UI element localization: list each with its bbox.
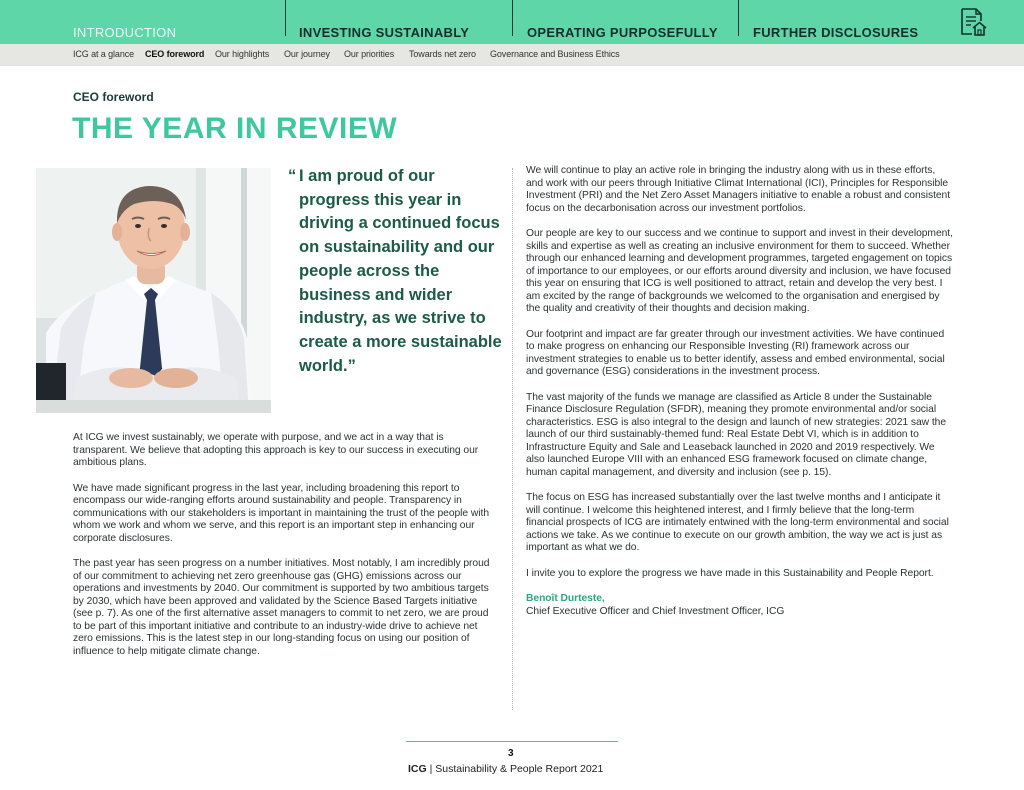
- document-home-icon[interactable]: [958, 7, 988, 37]
- body-paragraph: The focus on ESG has increased substantially over the last twelve months and I anticipate it will continue. I welcome this heightened interest, and I firmly believe that the long-term financial prospects of ICG are intimately entwined with the long-term environmental and social actions we take. As we continue to execute on our growth ambition, the way we act is just as important as what we do.: [526, 492, 949, 553]
- tab-separator: [738, 0, 739, 36]
- section-label: CEO foreword: [73, 90, 154, 104]
- footer-report-name: Sustainability & People Report 2021: [435, 763, 604, 775]
- body-paragraph: At ICG we invest sustainably, we operate with purpose, and we act in a way that is transparent. We believe that adopting this approach is key to our success in executing our ambitious plans.: [73, 432, 479, 468]
- subnav-towards-net-zero[interactable]: Towards net zero: [409, 49, 476, 59]
- left-column: [73, 432, 491, 671]
- pull-quote: [288, 165, 508, 378]
- page-title: THE YEAR IN REVIEW: [72, 112, 398, 145]
- quote-open-mark: “: [288, 167, 297, 185]
- footer-rule: [406, 741, 618, 742]
- footer-report-title: [408, 763, 603, 775]
- column-divider: [512, 168, 513, 710]
- body-paragraph: We have made significant progress in the last year, including broadening this report to encompass our wide-ranging efforts around sustainability and people. Transparency in communications with our stakeholders is important in maintaining the trust of the people with whom we work and whom we serve, and this report is an important step in enhancing our corporate disclosures.: [73, 482, 490, 544]
- ceo-portrait-illustration: [36, 168, 271, 413]
- body-paragraph: I invite you to explore the progress we have made in this Sustainability and People Report.: [526, 567, 934, 579]
- body-paragraph: The vast majority of the funds we manage are classified as Article 8 under the Sustainable Finance Disclosure Regulation (SFDR), meaning they promote environmental and/or social characteristics. ESG is also integral to the design and launch of new strategies: 2021 saw the launch of our third sustainably-themed fund: Real Estate Debt VI, which is in addition to Infrastructure Equity and Sale and Leaseback launched in 2020 and 2019 respectively. We also launched Europe VIII with an enhanced ESG framework focused on climate change, human capital management, and diversity and inclusion (see p. 15).: [526, 391, 946, 478]
- body-paragraph: The past year has seen progress on a number initiatives. Most notably, I am incredibly proud of our commitment to achieving net zero greenhouse gas (GHG) emissions across our operations and investments by 2040. Our commitment is supported by two ambitious targets by 2030, which have been approved and validated by the Science Based Targets initiative (see p. 7). As one of the first alternative asset managers to commit to net zero, we are proud to be part of this important initiative and contribute to an industry-wide drive to achieve net zero emissions. This is the latest step in our long-standing focus on using our position of influence to help mitigate climate change.: [73, 558, 490, 657]
- body-paragraph: Our people are key to our success and we continue to support and invest in their development, skills and expertise as well as creating an inclusive environment for them to succeed. Whether through our enhanced learning and development programmes, targeted engagement on topics of importance to our employees, or our efforts around diversity and inclusion, we have focused this year on ensuring that ICG is well positioned to attract, retain and develop the very best. I am excited by the range of backgrounds we welcomed to the organisation and energised by the quality and creativity of their thoughts and decision making.: [526, 228, 953, 314]
- tab-operating-purposefully[interactable]: OPERATING PURPOSEFULLY: [527, 25, 718, 40]
- top-nav: [0, 0, 1024, 44]
- tab-separator: [285, 0, 286, 36]
- ceo-portrait: [36, 168, 271, 413]
- subnav-ceo-foreword[interactable]: CEO foreword: [145, 49, 205, 59]
- subnav-icg-at-a-glance[interactable]: ICG at a glance: [73, 49, 135, 59]
- body-paragraph: Our footprint and impact are far greater through our investment activities. We have continued to make progress on enhancing our Responsible Investing (RI) framework across our investment strategies to enable us to better identify, assess and embed environmental, social and governance (ESG) considerations in the investment process.: [526, 328, 945, 377]
- subnav-governance-business-ethics[interactable]: Governance and Business Ethics: [490, 49, 620, 59]
- signer-title: Chief Executive Officer and Chief Investment Officer, ICG: [526, 605, 785, 617]
- body-paragraph: We will continue to play an active role in bringing the industry along with us in these efforts, and work with our peers through Initiative Climat International (ICI), Principles for Responsible Investment (PRI) and the Net Zero Asset Managers initiative to enable a robust and consistent focus on the decarbonisation across our investment portfolios.: [526, 165, 951, 214]
- subnav-our-priorities[interactable]: Our priorities: [344, 49, 395, 59]
- signer-name: Benoît Durteste,: [526, 593, 605, 604]
- sub-nav: [0, 44, 1024, 66]
- quote-text: I am proud of our progress this year in driving a continued focus on sustainability and our people across the business and wider industry, as we strive to create a more sustainable world.”: [299, 167, 502, 375]
- tab-separator: [512, 0, 513, 36]
- subnav-our-highlights[interactable]: Our highlights: [215, 49, 270, 59]
- tab-investing-sustainably[interactable]: INVESTING SUSTAINABLY: [299, 25, 470, 40]
- tab-introduction[interactable]: INTRODUCTION: [73, 25, 177, 40]
- subnav-our-journey[interactable]: Our journey: [284, 49, 330, 59]
- footer-divider: |: [426, 763, 436, 775]
- right-column: [526, 165, 954, 618]
- footer-brand: ICG: [408, 763, 427, 775]
- tab-further-disclosures[interactable]: FURTHER DISCLOSURES: [753, 25, 919, 40]
- page-number: 3: [508, 748, 514, 759]
